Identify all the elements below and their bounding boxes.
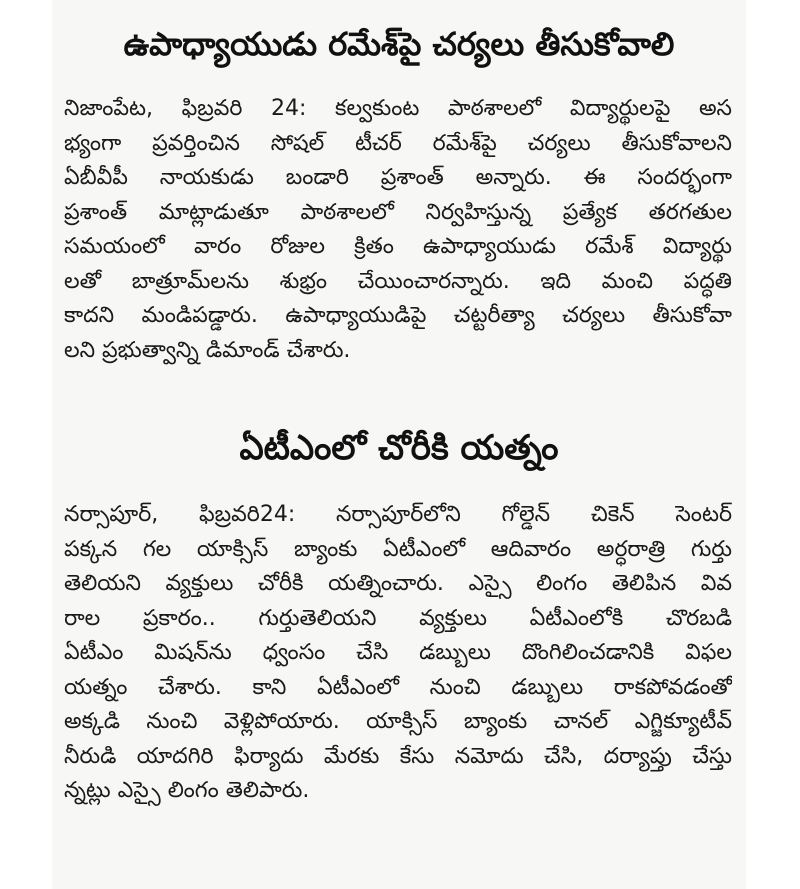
article-1-line: భ్యంగా ప్రవర్తించిన సోషల్ టీచర్ రమేశ్‌పై చర్యలు తీసుకోవాలని: [64, 130, 732, 156]
article-1-headline: ఉపాధ్యాయుడు రమేశ్‌పై చర్యలు తీసుకోవాలి: [123, 25, 675, 63]
article-1-line: లని ప్రభుత్వాన్ని డిమాండ్ చేశారు.: [64, 337, 351, 363]
article-2-line: న్నట్లు ఎస్సై లింగం తెలిపారు.: [64, 778, 310, 803]
article-1-line: ప్రశాంత్ మాట్లాడుతూ పాఠశాలలో నిర్వహిస్తున్న ప్రత్యేక తరగతుల: [64, 199, 732, 225]
article-1-line: నిజాంపేట, ఫిబ్రవరి 24: కల్వకుంట పాఠశాలలో విద్యార్థులపై అస: [64, 96, 732, 121]
article-2-line: నీరుడి యాదగిరి ఫిర్యాదు మేరకు కేసు నమోదు చేసి, దర్యాప్తు చేస్తు: [64, 743, 732, 769]
article-2-line: పక్కన గల యాక్సిస్ బ్యాంకు ఏటీఎంలో ఆదివారం అర్ధరాత్రి గుర్తు: [64, 536, 732, 562]
article-2-line: రాల ప్రకారం.. గుర్తుతెలియని వ్యక్తులు ఏటీఎంలోకి చొరబడి: [64, 605, 732, 631]
article-1-body: [64, 92, 732, 368]
article-2-line: నర్సాపూర్, ఫిబ్రవరి24: నర్సాపూర్‌లోని గోల్డెన్ చికెన్ సెంటర్: [64, 502, 732, 527]
article-2-body: [64, 498, 732, 809]
article-2-line: యత్నం చేశారు. కాని ఏటీఎంలో నుంచి డబ్బులు రాకపోవడంతో: [64, 674, 732, 700]
article-2-headline: ఏటీఎంలో చోరీకి యత్నం: [239, 428, 559, 468]
article-2-line: అక్కడి నుంచి వెళ్లిపోయారు. యాక్సిస్ బ్యాంకు చానల్ ఎగ్జిక్యూటీవ్: [64, 709, 732, 734]
article-2-line: ఏటీఎం మిషన్‌ను ధ్వంసం చేసి డబ్బులు దొంగిలించడానికి విఫల: [64, 640, 732, 665]
newspaper-clipping: [52, 0, 746, 889]
article-1-line: ఏబీవీపీ నాయకుడు బండారి ప్రశాంత్ అన్నారు. ఈ సందర్భంగా: [64, 165, 732, 190]
article-1-line: కాదని మండిపడ్డారు. ఉపాధ్యాయుడిపై చట్టరీత్యా చర్యలు తీసుకోవా: [64, 303, 732, 328]
article-2-line: తెలియని వ్యక్తులు చోరీకి యత్నించారు. ఎస్సై లింగం తెలిపిన వివ: [64, 571, 732, 596]
article-1-line: సమయంలో వారం రోజుల క్రితం ఉపాధ్యాయుడు రమేశ్ విద్యార్థు: [64, 234, 732, 259]
article-1-line: లతో బాత్రూమ్‌లను శుభ్రం చేయించారన్నారు. ఇది మంచి పద్ధతి: [64, 268, 732, 294]
